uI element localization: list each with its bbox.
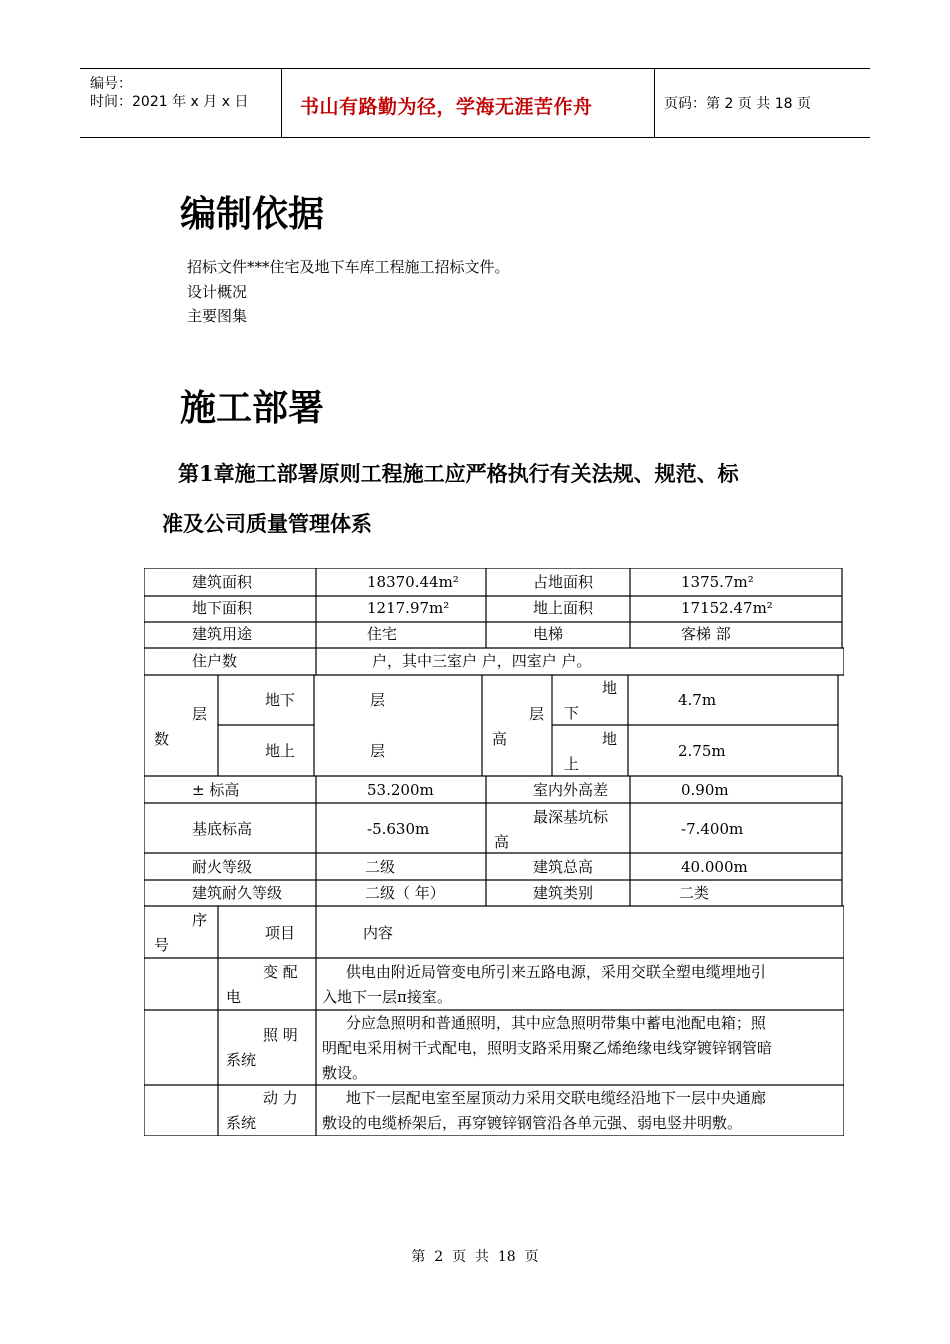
row-content: 敷设。 bbox=[322, 1064, 368, 1082]
cell-label: 下 bbox=[564, 704, 580, 722]
row-item: 电 bbox=[226, 988, 242, 1006]
header-motto: 书山有路勤为径，学海无涯苦作舟 bbox=[300, 96, 593, 118]
row-content: 明配电采用树干式配电，照明支路采用聚乙烯绝缘电线穿镀锌钢管暗 bbox=[322, 1039, 773, 1057]
cell-value: 4.7m bbox=[678, 691, 717, 709]
page-footer: 第 2 页 共 18 页 bbox=[411, 1249, 539, 1265]
row-item: 照 明 bbox=[263, 1026, 298, 1044]
basis-item: 主要图集 bbox=[187, 307, 248, 325]
cell-value: 2.75m bbox=[678, 742, 726, 760]
cell-label: 建筑面积 bbox=[192, 573, 253, 591]
cell-label: 层 bbox=[529, 705, 545, 723]
page-header bbox=[80, 68, 870, 138]
row-item: 动 力 bbox=[263, 1089, 298, 1107]
deploy-title: 施工部署 bbox=[180, 387, 325, 429]
cell-value: 17152.47m² bbox=[681, 599, 773, 617]
cell-value: 1375.7m² bbox=[681, 573, 754, 591]
cell-label: 地上 bbox=[265, 742, 296, 760]
cell-value: -5.630m bbox=[367, 820, 430, 838]
chapter-heading: 第1章施工部署原则工程施工应严格执行有关法规、规范、标 bbox=[178, 461, 739, 486]
cell-label: 地 bbox=[602, 730, 618, 748]
cell-label: 最深基坑标 bbox=[533, 808, 609, 826]
cell-label: 高 bbox=[492, 730, 508, 748]
cell-value: 户，其中三室户 户，四室户 户。 bbox=[372, 652, 592, 670]
chapter-heading-cont: 准及公司质量管理体系 bbox=[162, 511, 372, 536]
cell-value: 层 bbox=[370, 742, 386, 760]
cell-label: 地下 bbox=[265, 691, 296, 709]
row-item: 变 配 bbox=[263, 963, 298, 981]
column-header: 号 bbox=[154, 936, 170, 954]
cell-label: 地上面积 bbox=[533, 599, 594, 617]
cell-label: ± 标高 bbox=[192, 781, 240, 799]
cell-value: 18370.44m² bbox=[367, 573, 459, 591]
row-content: 敷设的电缆桥架后，再穿镀锌钢管沿各单元强、弱电竖井明敷。 bbox=[322, 1114, 743, 1132]
row-content: 分应急照明和普通照明，其中应急照明带集中蓄电池配电箱；照 bbox=[322, 1014, 766, 1032]
basis-title: 编制依据 bbox=[180, 193, 325, 235]
column-header: 内容 bbox=[363, 924, 394, 942]
row-item: 系统 bbox=[226, 1114, 257, 1132]
column-header: 序 bbox=[192, 911, 208, 929]
row-content: 地下一层配电室至屋顶动力采用交联电缆经沿地下一层中央通廊 bbox=[322, 1089, 766, 1107]
header-time: 时间：2021 年 x 月 x 日 bbox=[90, 94, 249, 110]
row-item: 系统 bbox=[226, 1051, 257, 1069]
cell-value: 53.200m bbox=[367, 781, 434, 799]
header-divider bbox=[281, 69, 282, 137]
cell-value: 1217.97m² bbox=[367, 599, 450, 617]
cell-value: 二级（ 年） bbox=[365, 884, 445, 902]
header-divider bbox=[654, 69, 655, 137]
cell-label: 电梯 bbox=[533, 625, 564, 643]
cell-label: 数 bbox=[154, 730, 170, 748]
cell-label: 占地面积 bbox=[533, 573, 594, 591]
cell-label: 建筑总高 bbox=[533, 858, 594, 876]
cell-label: 耐火等级 bbox=[192, 858, 253, 876]
header-number: 编号： bbox=[90, 76, 132, 92]
row-content: 入地下一层π接室。 bbox=[322, 988, 452, 1006]
basis-item: 设计概况 bbox=[187, 283, 248, 301]
cell-label: 地下面积 bbox=[192, 599, 253, 617]
cell-label: 基底标高 bbox=[192, 820, 253, 838]
cell-label: 建筑用途 bbox=[192, 625, 253, 643]
project-overview-table bbox=[144, 568, 844, 1136]
cell-value: 客梯 部 bbox=[681, 625, 731, 643]
cell-label: 住户数 bbox=[192, 652, 238, 670]
cell-value: -7.400m bbox=[681, 820, 744, 838]
cell-label: 层 bbox=[192, 705, 208, 723]
cell-value: 住宅 bbox=[367, 625, 398, 643]
basis-item: 招标文件***住宅及地下车库工程施工招标文件。 bbox=[187, 258, 510, 276]
cell-label: 建筑类别 bbox=[533, 884, 594, 902]
cell-label: 室内外高差 bbox=[533, 781, 609, 799]
header-page-info: 页码：第 2 页 共 18 页 bbox=[664, 96, 811, 112]
cell-label: 地 bbox=[602, 679, 618, 697]
cell-label: 上 bbox=[564, 755, 580, 773]
cell-value: 40.000m bbox=[681, 858, 748, 876]
column-header: 项目 bbox=[265, 924, 296, 942]
cell-value: 层 bbox=[370, 691, 386, 709]
cell-label: 建筑耐久等级 bbox=[192, 884, 283, 902]
cell-value: 0.90m bbox=[681, 781, 729, 799]
row-content: 供电由附近局管变电所引来五路电源，采用交联全塑电缆埋地引 bbox=[322, 963, 766, 981]
cell-label: 高 bbox=[494, 833, 510, 851]
cell-value: 二类 bbox=[679, 884, 710, 902]
cell-value: 二级 bbox=[365, 858, 396, 876]
